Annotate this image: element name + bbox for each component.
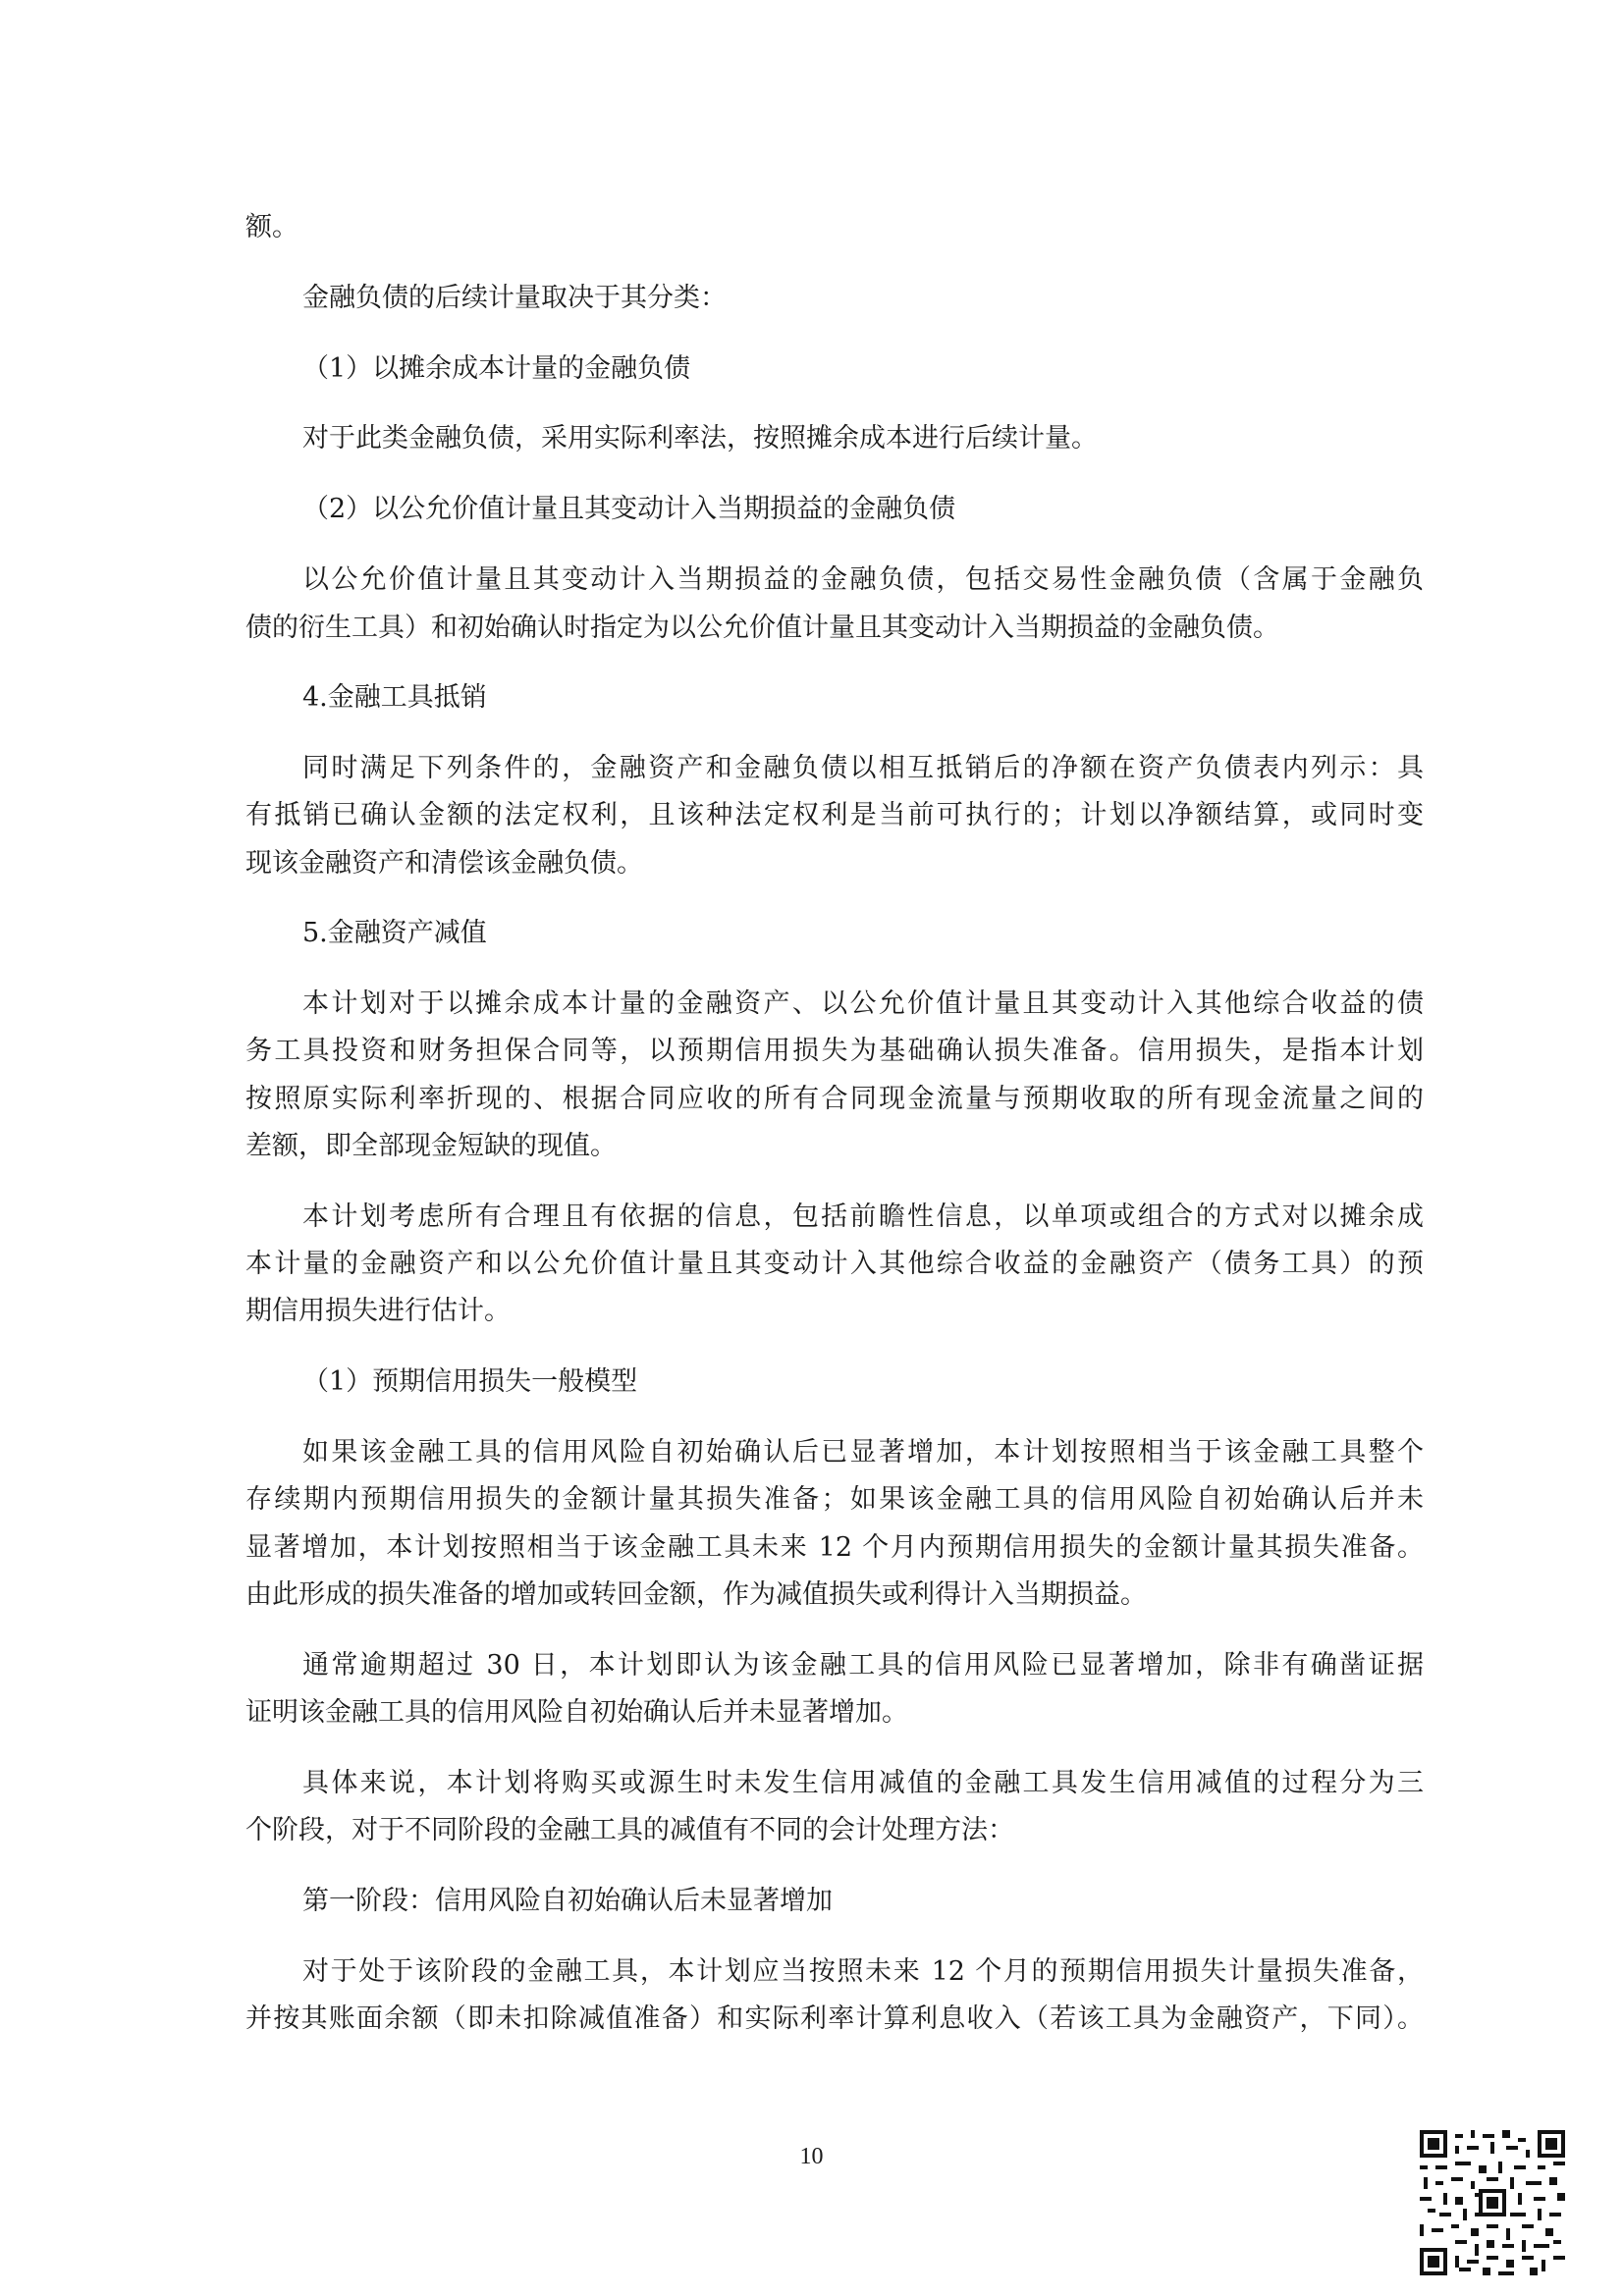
text-line: 债的衍生工具）和初始确认时指定为以公允价值计量且其变动计入当期损益的金融负债。	[245, 613, 1279, 643]
text-line: 显著增加，本计划按照相当于该金融工具未来 12 个月内预期信用损失的金额计量其损失准备。	[245, 1532, 1424, 1563]
text-line: （1）以摊余成本计量的金融负债	[302, 353, 691, 384]
text-line: 对于处于该阶段的金融工具，本计划应当按照未来 12 个月的预期信用损失计量损失准备，	[302, 1956, 1424, 1987]
text-line: 通常逾期超过 30 日，本计划即认为该金融工具的信用风险已显著增加，除非有确凿证据	[302, 1650, 1424, 1681]
text-line: 并按其账面余额（即未扣除减值准备）和实际利率计算利息收入（若该工具为金融资产，下同）。	[245, 2003, 1424, 2034]
text-line: 以公允价值计量且其变动计入当期损益的金融负债，包括交易性金融负债（含属于金融负	[302, 564, 1424, 595]
text-line: 同时满足下列条件的，金融资产和金融负债以相互抵销后的净额在资产负债表内列示：具	[302, 753, 1424, 783]
text-line: 按照原实际利率折现的、根据合同应收的所有合同现金流量与预期收取的所有现金流量之间的	[245, 1084, 1424, 1114]
text-line: 务工具投资和财务担保合同等，以预期信用损失为基础确认损失准备。信用损失，是指本计划	[245, 1036, 1424, 1066]
text-line: 由此形成的损失准备的增加或转回金额，作为减值损失或利得计入当期损益。	[245, 1579, 1147, 1610]
section-heading: 5.金融资产减值	[302, 918, 487, 948]
section-heading: 4.金融工具抵销	[302, 682, 487, 713]
text-line: 本计量的金融资产和以公允价值计量且其变动计入其他综合收益的金融资产（债务工具）的预	[245, 1249, 1424, 1279]
text-line: 具体来说，本计划将购买或源生时未发生信用减值的金融工具发生信用减值的过程分为三	[302, 1768, 1424, 1798]
text-line: 存续期内预期信用损失的金额计量其损失准备；如果该金融工具的信用风险自初始确认后并未	[245, 1484, 1424, 1515]
text-line: 证明该金融工具的信用风险自初始确认后并未显著增加。	[245, 1697, 908, 1728]
text-line: 对于此类金融负债，采用实际利率法，按照摊余成本进行后续计量。	[302, 423, 1098, 454]
text-line: 现该金融资产和清偿该金融负债。	[245, 848, 643, 879]
qr-code-icon	[1420, 2130, 1565, 2275]
text-line: 有抵销已确认金额的法定权利，且该种法定权利是当前可执行的；计划以净额结算，或同时变	[245, 800, 1424, 830]
section-heading: （1）预期信用损失一般模型	[302, 1366, 638, 1397]
text-line: 金融负债的后续计量取决于其分类：	[302, 283, 727, 313]
text-line: 额。	[245, 212, 298, 242]
text-line: 个阶段，对于不同阶段的金融工具的减值有不同的会计处理方法：	[245, 1815, 1014, 1845]
text-line: 本计划对于以摊余成本计量的金融资产、以公允价值计量且其变动计入其他综合收益的债	[302, 988, 1424, 1019]
text-line: 如果该金融工具的信用风险自初始确认后已显著增加，本计划按照相当于该金融工具整个	[302, 1437, 1424, 1468]
page-number: 10	[799, 2144, 824, 2169]
section-heading: 第一阶段：信用风险自初始确认后未显著增加	[302, 1886, 833, 1916]
text-line: （2）以公允价值计量且其变动计入当期损益的金融负债	[302, 494, 956, 524]
text-line: 差额，即全部现金短缺的现值。	[245, 1131, 617, 1161]
text-line: 本计划考虑所有合理且有依据的信息，包括前瞻性信息，以单项或组合的方式对以摊余成	[302, 1201, 1424, 1232]
text-line: 期信用损失进行估计。	[245, 1296, 511, 1326]
